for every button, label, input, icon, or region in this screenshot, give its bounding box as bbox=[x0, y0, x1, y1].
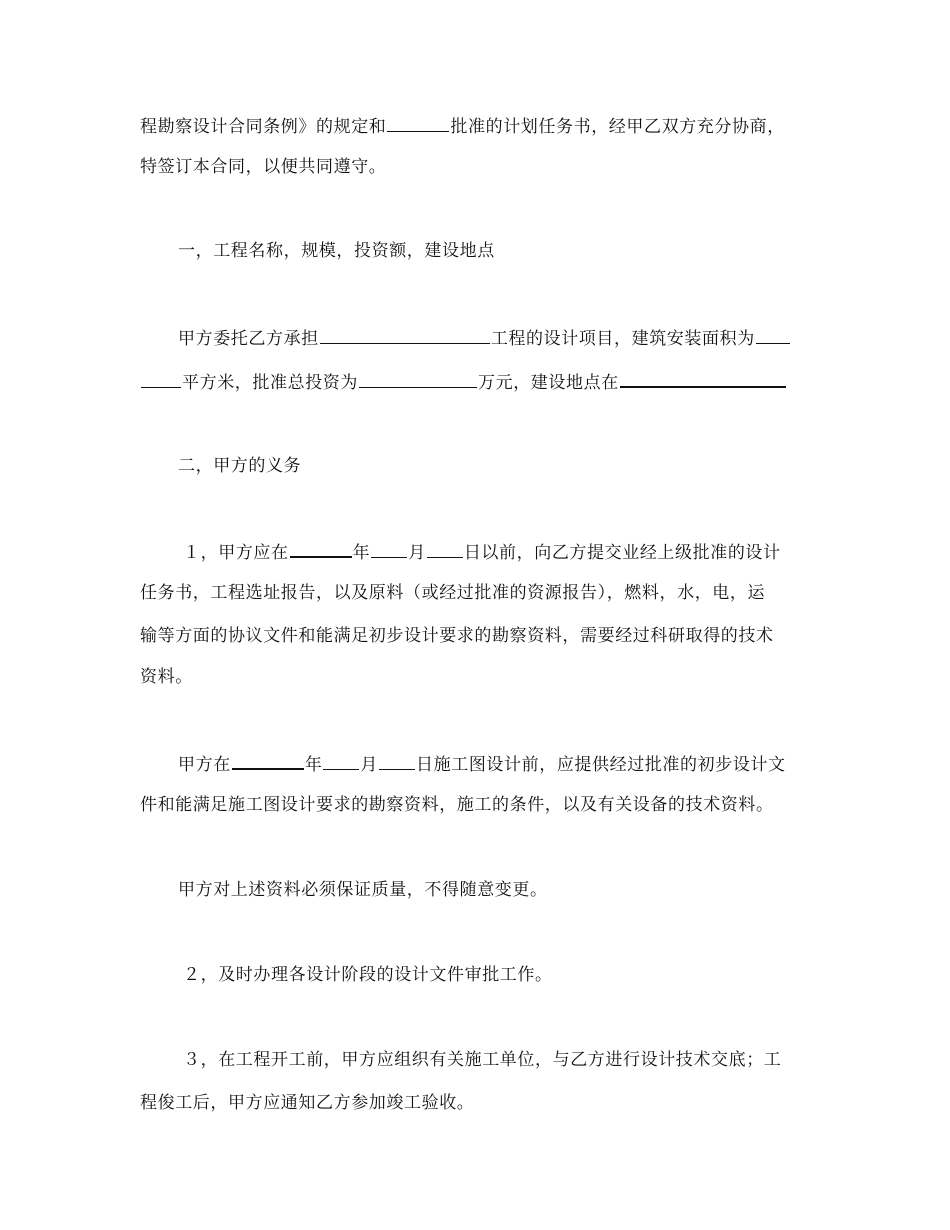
construction-year-blank[interactable] bbox=[232, 752, 304, 770]
approval-authority-blank[interactable] bbox=[387, 115, 449, 132]
location-blank[interactable] bbox=[620, 370, 786, 388]
construction-month-label: 月 bbox=[360, 755, 379, 775]
construction-text-a: 甲方在 bbox=[178, 755, 231, 775]
s1-text-b: 工程的设计项目，建筑安装面积为 bbox=[490, 329, 755, 349]
s1-line-1 bbox=[178, 327, 858, 349]
area-blank-part-1[interactable] bbox=[756, 327, 790, 344]
item1-line-4: 资料。 bbox=[140, 667, 193, 687]
item1-day-blank[interactable] bbox=[427, 541, 463, 558]
investment-blank[interactable] bbox=[359, 371, 477, 388]
item1-line-2: 任务书，工程选址报告，以及原料（或经过批准的资源报告），燃料，水，电，运 bbox=[140, 583, 766, 603]
intro-text-a: 程勘察设计合同条例》的规定和 bbox=[140, 117, 387, 137]
s1-text-a: 甲方委托乙方承担 bbox=[178, 329, 319, 349]
construction-month-blank[interactable] bbox=[323, 753, 359, 770]
construction-year-label: 年 bbox=[304, 755, 323, 775]
item1-text-a: １，甲方应在 bbox=[183, 543, 289, 563]
section-2-heading: 二，甲方的义务 bbox=[178, 456, 302, 476]
s1-line-2 bbox=[140, 370, 820, 393]
intro-line-2: 特签订本合同，以便共同遵守。 bbox=[140, 157, 387, 177]
s1-text-c: 平方米，批准总投资为 bbox=[182, 373, 358, 393]
construction-line-2: 件和能满足施工图设计要求的勘察资料，施工的条件，以及有关设备的技术资料。 bbox=[140, 795, 774, 815]
construction-text-b: 日施工图设计前，应提供经过批准的初步设计文 bbox=[416, 755, 786, 775]
item1-text-b: 日以前，向乙方提交业经上级批准的设计 bbox=[463, 543, 781, 563]
item1-year-blank[interactable] bbox=[290, 540, 352, 558]
item2-paragraph: ２，及时办理各设计阶段的设计文件审批工作。 bbox=[183, 965, 553, 985]
item1-month-label: 月 bbox=[408, 543, 426, 563]
item1-line-1 bbox=[183, 540, 863, 563]
project-name-blank[interactable] bbox=[320, 327, 490, 344]
intro-line-1 bbox=[140, 115, 820, 137]
quality-paragraph: 甲方对上述资料必须保证质量，不得随意变更。 bbox=[178, 880, 548, 900]
item3-line-1: ３，在工程开工前，甲方应组织有关施工单位，与乙方进行设计技术交底；工 bbox=[183, 1050, 782, 1070]
construction-line-1 bbox=[178, 752, 858, 775]
item1-year-label: 年 bbox=[352, 543, 371, 563]
area-blank-part-2[interactable] bbox=[141, 371, 181, 388]
construction-day-blank[interactable] bbox=[379, 753, 415, 770]
s1-text-d: 万元，建设地点在 bbox=[478, 373, 619, 393]
item3-line-2: 程俊工后，甲方应通知乙方参加竣工验收。 bbox=[140, 1093, 475, 1113]
item1-month-blank[interactable] bbox=[371, 541, 407, 558]
section-1-heading: 一，工程名称，规模，投资额，建设地点 bbox=[178, 241, 495, 261]
intro-text-b: 批准的计划任务书，经甲乙双方充分协商， bbox=[450, 117, 785, 137]
item1-line-3: 输等方面的协议文件和能满足初步设计要求的勘察资料，需要经过科研取得的技术 bbox=[140, 626, 774, 646]
